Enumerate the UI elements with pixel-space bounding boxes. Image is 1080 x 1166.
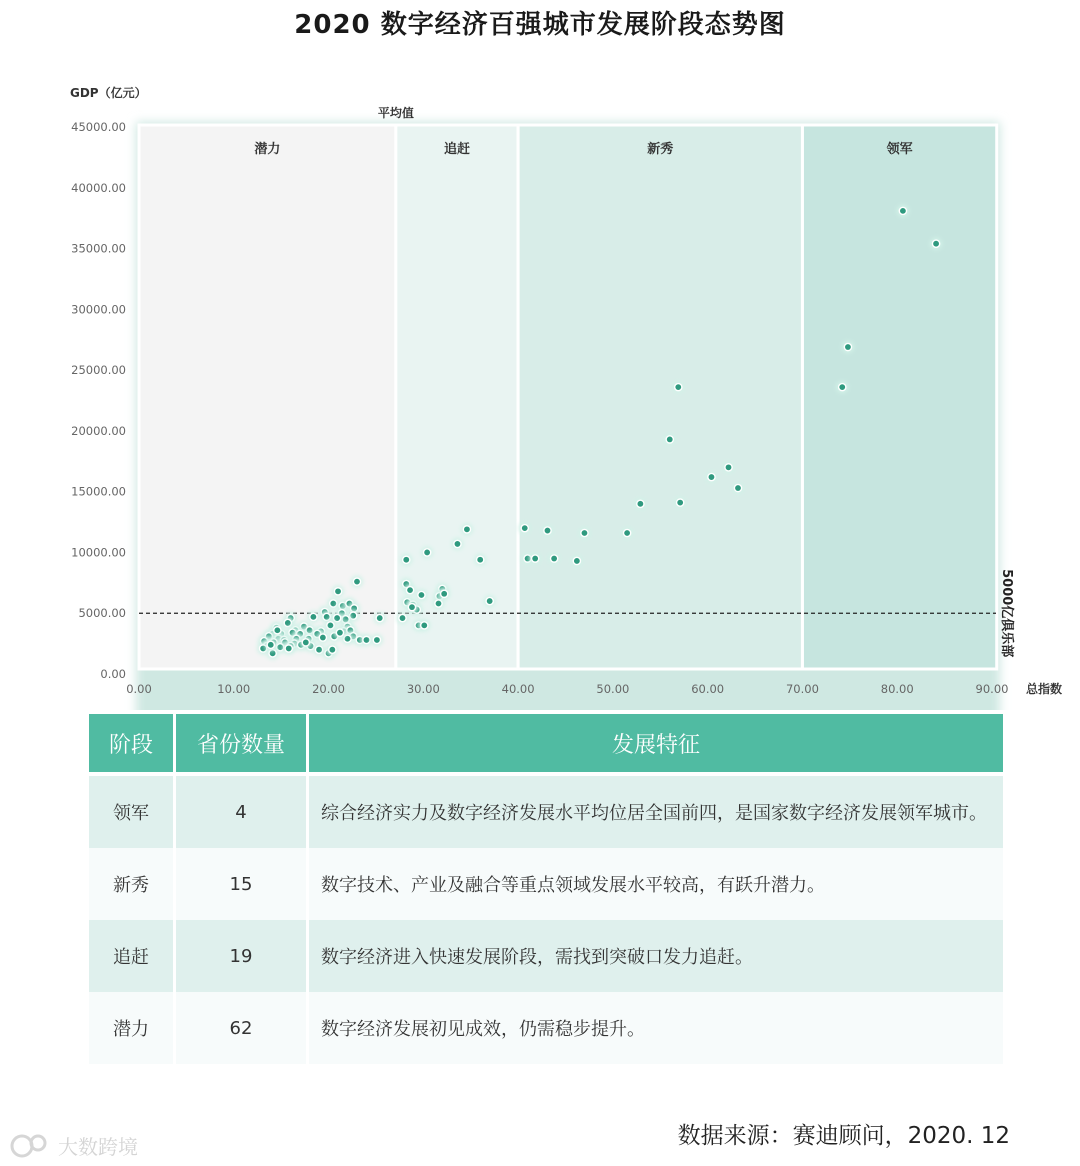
stage-cell: 追赶 [89,920,173,992]
data-point [265,639,277,651]
data-point [332,585,344,597]
data-point [421,546,433,558]
y-tick-label: 20000.00 [71,423,126,438]
x-tick-label: 80.00 [880,682,914,696]
data-point [578,527,590,539]
data-point [621,527,633,539]
stage-table [86,714,1006,1064]
count-cell: 4 [176,776,306,848]
stage-cell: 领军 [89,776,173,848]
stage-bands [139,125,997,669]
y-tick-label: 35000.00 [71,241,126,256]
x-tick-label: 90.00 [975,682,1009,696]
count-cell: 19 [176,920,306,992]
data-point [334,627,346,639]
stage-band-label: 追赶 [443,142,470,157]
data-point [371,634,383,646]
data-point [283,642,295,654]
data-point [326,644,338,656]
data-point [360,634,372,646]
y-tick-label: 5000.00 [78,606,126,621]
table-row [89,992,1003,1064]
x-tick-label: 30.00 [406,682,440,696]
y-tick-label: 10000.00 [71,545,126,560]
y-tick-label: 25000.00 [71,363,126,378]
average-label: 平均值 [377,106,414,120]
watermark [10,1131,138,1160]
stage-band-2 [518,125,802,669]
data-point [674,497,686,509]
data-point [664,433,676,445]
data-point [404,584,416,596]
y-tick-label: 30000.00 [71,302,126,317]
stage-cell: 新秀 [89,848,173,920]
x-axis-title: 总指数 [1026,682,1063,696]
x-tick-label: 70.00 [785,682,819,696]
data-point [374,612,386,624]
y-axis-title: GDP（亿元） [70,86,147,100]
data-point [723,461,735,473]
feature-cell: 综合经济实力及数字经济发展水平均位居全国前四，是国家数字经济发展领军城市。 [309,776,1003,848]
x-tick-label: 60.00 [691,682,725,696]
header-feature: 发展特征 [309,714,1003,772]
x-tick-label: 20.00 [312,682,346,696]
chart-title: 2020 数字经济百强城市发展阶段态势图 [294,10,786,40]
y-tick-label: 40000.00 [71,180,126,195]
reference-line-label: 5000亿俱乐部 [999,569,1014,658]
watermark-logo-icon [10,1133,52,1159]
data-point [461,523,473,535]
data-point [634,498,646,510]
data-point [396,612,408,624]
watermark-text: 大数跨境 [58,1135,138,1159]
data-source: 数据来源：赛迪顾问，2020. 12 [677,1123,1010,1149]
stage-band-label: 新秀 [647,142,674,157]
data-point [271,624,283,636]
data-point [415,589,427,601]
y-tick-label: 45000.00 [71,120,126,134]
stage-cell: 潜力 [89,992,173,1064]
y-tick-label: 15000.00 [71,484,126,499]
count-cell: 62 [176,992,306,1064]
data-point [351,576,363,588]
feature-cell: 数字经济进入快速发展阶段，需找到突破口发力追赶。 [309,920,1003,992]
x-tick-label: 10.00 [217,682,251,696]
x-tick-label: 40.00 [501,682,535,696]
count-cell: 15 [176,848,306,920]
data-point [897,205,909,217]
data-point [406,601,418,613]
stage-band-label: 潜力 [254,142,281,157]
table-row [89,776,1003,848]
data-point [519,522,531,534]
data-point [842,341,854,353]
data-point [705,471,717,483]
data-point [438,588,450,600]
data-point [484,595,496,607]
data-point [541,525,553,537]
table-row [89,920,1003,992]
table-header-row [89,714,1003,772]
scatter-chart [0,70,1080,710]
data-point [474,554,486,566]
data-point [400,554,412,566]
data-point [300,636,312,648]
y-tick-label: 0.00 [100,667,126,681]
data-point [418,619,430,631]
feature-cell: 数字技术、产业及融合等重点领域发展水平较高，有跃升潜力。 [309,848,1003,920]
data-point [451,538,463,550]
x-tick-label: 50.00 [596,682,630,696]
data-point [548,553,560,565]
data-point [571,555,583,567]
data-point [672,381,684,393]
data-point [307,611,319,623]
data-point [529,553,541,565]
data-point [836,381,848,393]
table-row [89,848,1003,920]
header-count: 省份数量 [176,714,306,772]
data-point [930,238,942,250]
data-point [317,632,329,644]
data-point [732,482,744,494]
feature-cell: 数字经济发展初见成效，仍需稳步提升。 [309,992,1003,1064]
x-tick-label: 0.00 [126,682,152,696]
header-stage: 阶段 [89,714,173,772]
stage-band-label: 领军 [886,142,913,157]
